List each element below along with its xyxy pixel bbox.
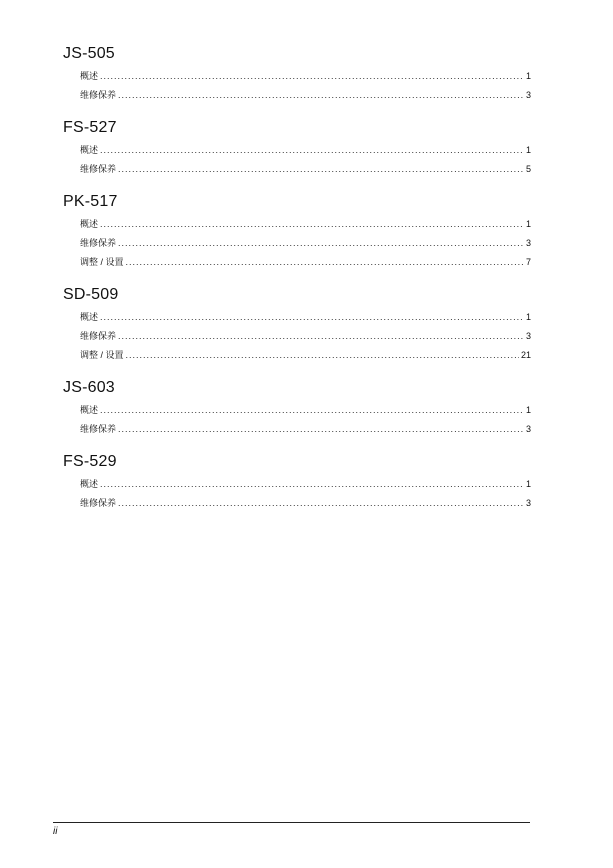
dot-leader	[100, 215, 524, 234]
toc-section-js-603	[63, 378, 531, 439]
entry-label: 调整 / 设置	[80, 350, 124, 360]
dot-leader	[100, 401, 524, 420]
entry-page-number: 5	[525, 164, 531, 174]
toc-section-sd-509	[63, 285, 531, 365]
entry-page-number: 1	[525, 479, 531, 489]
entry-page-number: 3	[525, 90, 531, 100]
entry-label: 维修保养	[80, 424, 117, 434]
entry-page-number: 1	[525, 219, 531, 229]
dot-leader	[118, 420, 524, 439]
section-title: PK-517	[63, 193, 118, 210]
section-title: FS-527	[63, 119, 117, 136]
entry-page-number: 1	[525, 71, 531, 81]
toc-entry[interactable]	[63, 215, 531, 234]
toc-entry[interactable]	[63, 401, 531, 420]
dot-leader	[100, 141, 524, 160]
section-title: JS-603	[63, 379, 115, 396]
page-number: ii	[53, 826, 58, 837]
toc-entry[interactable]	[63, 253, 531, 272]
section-title: SD-509	[63, 286, 119, 303]
dot-leader	[118, 494, 524, 513]
entry-label: 概述	[80, 479, 99, 489]
entry-page-number: 3	[525, 238, 531, 248]
toc-entry[interactable]	[63, 141, 531, 160]
entry-page-number: 21	[520, 350, 531, 360]
toc-entry[interactable]	[63, 234, 531, 253]
toc-section-js-505	[63, 44, 531, 105]
dot-leader	[118, 234, 524, 253]
footer-divider	[53, 822, 530, 823]
entry-page-number: 1	[525, 312, 531, 322]
entry-label: 概述	[80, 219, 99, 229]
entry-label: 维修保养	[80, 331, 117, 341]
toc-entry[interactable]	[63, 346, 531, 365]
dot-leader	[118, 160, 524, 179]
dot-leader	[126, 346, 519, 365]
entry-label: 维修保养	[80, 90, 117, 100]
toc-entry[interactable]	[63, 420, 531, 439]
table-of-contents	[63, 44, 531, 526]
section-title: FS-529	[63, 453, 117, 470]
dot-leader	[126, 253, 524, 272]
entry-page-number: 7	[525, 257, 531, 267]
dot-leader	[100, 67, 524, 86]
dot-leader	[100, 308, 524, 327]
toc-section-fs-529	[63, 452, 531, 513]
dot-leader	[118, 86, 524, 105]
toc-section-pk-517	[63, 192, 531, 272]
section-title: JS-505	[63, 45, 115, 62]
toc-entry[interactable]	[63, 327, 531, 346]
dot-leader	[118, 327, 524, 346]
entry-page-number: 3	[525, 498, 531, 508]
dot-leader	[100, 475, 524, 494]
toc-entry[interactable]	[63, 494, 531, 513]
entry-page-number: 1	[525, 145, 531, 155]
entry-label: 维修保养	[80, 498, 117, 508]
toc-entry[interactable]	[63, 86, 531, 105]
entry-label: 概述	[80, 71, 99, 81]
toc-section-fs-527	[63, 118, 531, 179]
entry-page-number: 3	[525, 424, 531, 434]
entry-label: 维修保养	[80, 238, 117, 248]
toc-entry[interactable]	[63, 308, 531, 327]
entry-page-number: 1	[525, 405, 531, 415]
entry-label: 维修保养	[80, 164, 117, 174]
toc-entry[interactable]	[63, 475, 531, 494]
toc-entry[interactable]	[63, 160, 531, 179]
entry-label: 概述	[80, 312, 99, 322]
entry-label: 概述	[80, 405, 99, 415]
toc-entry[interactable]	[63, 67, 531, 86]
entry-label: 调整 / 设置	[80, 257, 124, 267]
entry-label: 概述	[80, 145, 99, 155]
entry-page-number: 3	[525, 331, 531, 341]
